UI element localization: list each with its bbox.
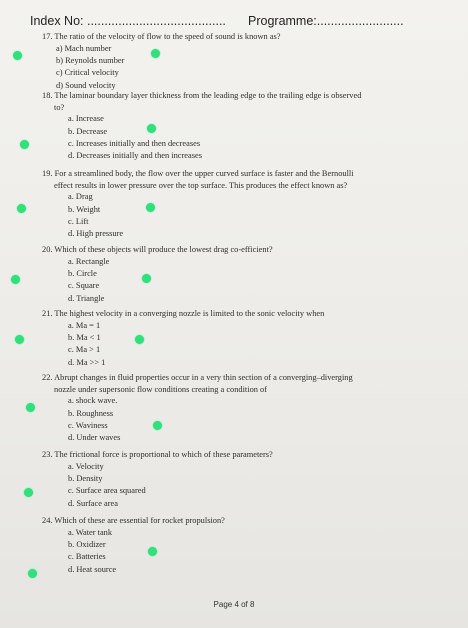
option-list [42, 256, 422, 306]
programme-field: Programme:......................... [248, 14, 404, 28]
option-a: a. Increase [68, 114, 104, 124]
question-stem: 21. The highest velocity in a converging nozzle is limited to the sonic velocity when [42, 309, 325, 318]
option-c: c. Lift [68, 217, 89, 226]
option-b: b. Oxidizer [68, 540, 106, 549]
option-c: c. Batteries [68, 552, 106, 562]
green-marker-dot [15, 335, 24, 344]
option-list [42, 191, 422, 241]
question-20 [42, 244, 422, 305]
index-number-field: Index No: ........................................ [30, 14, 226, 28]
option-b: b. Decrease [68, 126, 108, 136]
question-18 [42, 90, 422, 163]
green-marker-dot [142, 274, 151, 283]
option-list [42, 527, 422, 577]
green-marker-dot [147, 124, 156, 133]
question-stem: 18. The laminar boundary layer thickness from the leading edge to the trailing edge is observed to? [42, 91, 362, 112]
question-stem: 23. The frictional force is proportional to which of these parameters? [42, 450, 273, 459]
option-b: b. Roughness [68, 408, 114, 418]
option-a: a. Water tank [68, 527, 113, 537]
option-d: d. Decreases initially and then increases [68, 151, 202, 161]
option-d: d. Under waves [68, 433, 121, 443]
option-d: d. High pressure [68, 229, 124, 239]
green-marker-dot [153, 421, 162, 430]
green-marker-dot [13, 51, 22, 60]
option-a: a. Drag [68, 192, 93, 202]
green-marker-dot [151, 49, 160, 58]
question-21 [42, 308, 422, 369]
question-stem: 24. Which of these are essential for rocket propulsion? [42, 516, 225, 525]
question-stem: 20. Which of these objects will produce the lowest drag co-efficient? [42, 245, 273, 254]
option-a: a. Ma = 1 [68, 320, 101, 330]
green-marker-dot [17, 204, 26, 213]
option-list [42, 461, 422, 511]
green-marker-dot [148, 547, 157, 556]
option-a: a) Mach number [56, 43, 112, 53]
option-c: c. Increases initially and then decreases [68, 139, 201, 148]
question-stem: 19. For a streamlined body, the flow over the upper curved surface is faster and the Bernoulli effect results in lower pressure over the top surface. This produces the effect known as? [42, 169, 354, 190]
option-c: c) Critical velocity [56, 68, 119, 78]
question-22 [42, 372, 422, 445]
green-marker-dot [28, 569, 37, 578]
option-a: a. Rectangle [68, 256, 110, 266]
option-c: c. Waviness [68, 421, 108, 430]
option-b: b. Ma < 1 [68, 333, 101, 342]
green-marker-dot [135, 335, 144, 344]
option-c: c. Ma > 1 [68, 345, 101, 355]
option-list [42, 395, 422, 445]
option-list [42, 113, 422, 163]
green-marker-dot [146, 203, 155, 212]
option-d: d) Sound velocity [56, 80, 116, 90]
option-list [42, 43, 422, 93]
question-stem: 17. The ratio of the velocity of flow to the speed of sound is known as? [42, 32, 281, 41]
option-b: b. Circle [68, 269, 97, 278]
question-23 [42, 449, 422, 510]
option-d: d. Surface area [68, 498, 118, 508]
option-d: d. Heat source [68, 564, 117, 574]
option-list [42, 320, 422, 370]
option-b: b) Reynolds number [56, 56, 125, 65]
page-number: Page 4 of 8 [213, 600, 255, 609]
question-17 [42, 31, 422, 92]
green-marker-dot [20, 140, 29, 149]
question-stem: 22. Abrupt changes in fluid properties occur in a very thin section of a converging–diverging nozzle under supersonic flow conditions creating a condition of [42, 373, 353, 394]
question-24 [42, 515, 422, 576]
option-a: a. shock wave. [68, 396, 118, 406]
green-marker-dot [24, 488, 33, 497]
option-b: b. Density [68, 474, 103, 483]
option-d: d. Ma >> 1 [68, 357, 106, 367]
green-marker-dot [26, 403, 35, 412]
question-19 [42, 168, 422, 241]
green-marker-dot [11, 275, 20, 284]
option-a: a. Velocity [68, 461, 104, 471]
option-b: b. Weight [68, 204, 101, 214]
option-c: c. Square [68, 281, 100, 291]
option-c: c. Surface area squared [68, 486, 146, 496]
option-d: d. Triangle [68, 293, 105, 303]
